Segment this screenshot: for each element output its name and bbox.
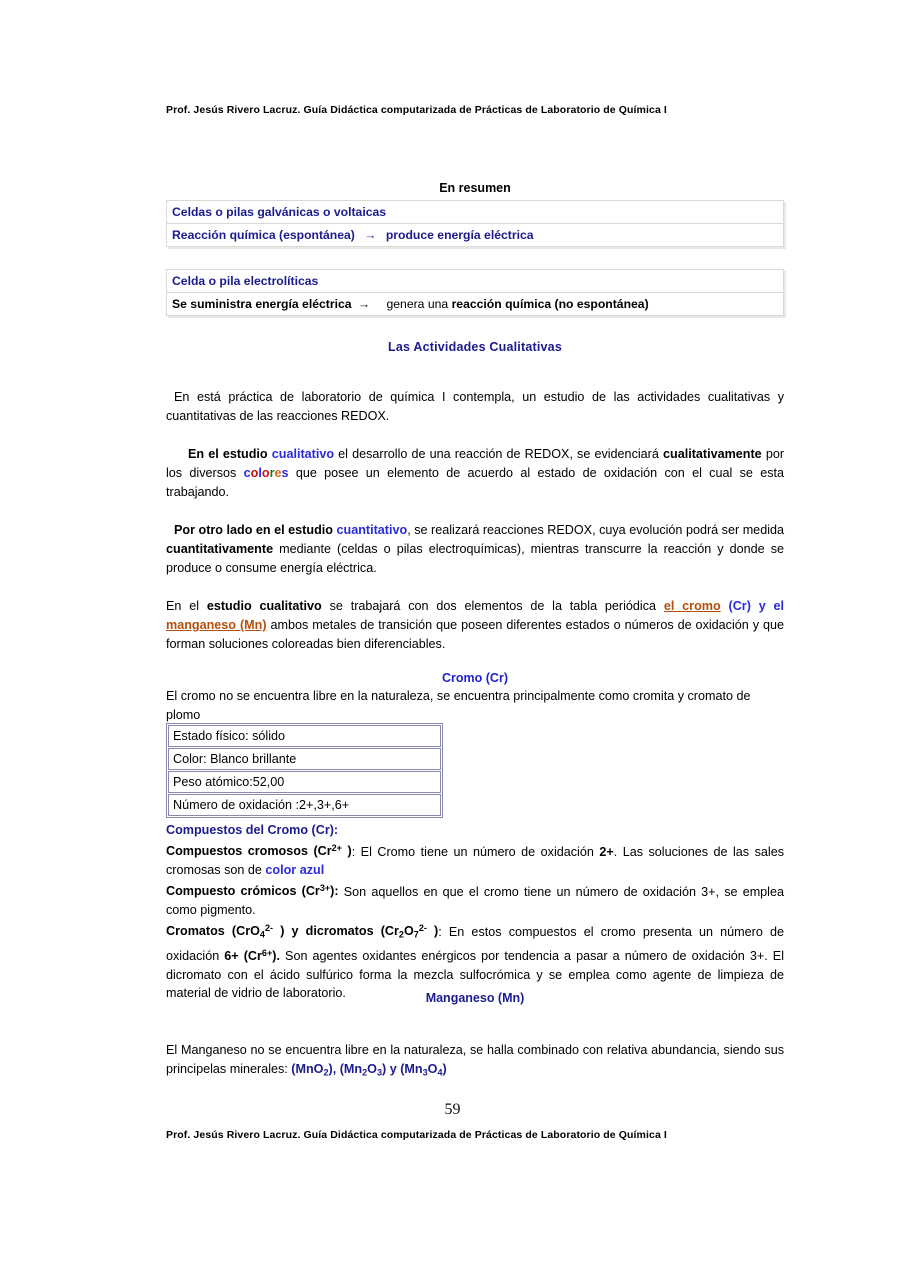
- cromosos-text: : El Cromo tiene un número de oxidación: [351, 844, 594, 859]
- formula2-sub1: 2: [362, 1067, 368, 1078]
- cromatos-label-d: ): [434, 924, 439, 939]
- table-row: Color: Blanco brillante: [168, 748, 441, 770]
- arrow-icon: →: [364, 228, 377, 242]
- cromatos-sup2: 2-: [418, 923, 427, 934]
- cromicos-label-b: ):: [330, 884, 339, 899]
- formula2-b: ): [382, 1062, 387, 1077]
- cromosos-oxidation: 2+: [599, 844, 614, 859]
- cuantitativo-lead: Por otro lado en el estudio: [174, 523, 333, 537]
- electrolytic-reaction-mid: genera una: [386, 297, 449, 311]
- summary-title: En resumen: [439, 181, 511, 195]
- cromatos-label-a: Cromatos (CrO: [166, 924, 260, 939]
- cromatos-sub1: 4: [259, 929, 265, 940]
- elementos-text3: ambos metales de transición que poseen diferentes estados o números de oxidación y que forman soluciones coloreadas bien diferenciables.: [166, 618, 784, 652]
- cuantitativo-keyword: cuantitativo: [336, 523, 408, 537]
- cromicos-text: Son aquellos en que el cromo tiene un número de oxidación 3+, se emplea como pigmento.: [166, 884, 784, 917]
- formula3-a: (Mn: [400, 1062, 423, 1077]
- cromatos-label: [166, 924, 438, 938]
- galvanic-row-title: Celdas o pilas galvánicas o voltaicas: [172, 205, 387, 219]
- manganeso-formula-3: [400, 1062, 446, 1076]
- manganeso-formula-2: [340, 1062, 386, 1076]
- section-heading-actividades: Las Actividades Cualitativas: [388, 340, 562, 354]
- cromatos-text1: : En estos compuestos el cromo presenta un número de oxidación: [166, 924, 785, 964]
- electrolytic-row-reaction: [167, 292, 783, 315]
- formula2-sub2: 3: [376, 1067, 383, 1078]
- cromicos-superscript: 3+: [319, 883, 331, 894]
- paragraph-intro-text: En está práctica de laboratorio de química I contempla, un estudio de las actividades cualitativas y cuantitativas de las reacciones REDOX.: [166, 390, 784, 424]
- galvanic-reaction-left: Reacción química (espontánea): [172, 228, 355, 242]
- compuestos-heading: Compuestos del Cromo (Cr):: [166, 823, 339, 837]
- cromo-properties-table: [166, 723, 443, 818]
- formula2-mid: O: [367, 1062, 377, 1077]
- manganeso-text: El Manganeso no se encuentra libre en la naturaleza, se halla combinado con relativa abundancia, siendo sus principelas minerales:: [166, 1043, 784, 1077]
- galvanic-reaction-right: produce energía eléctrica: [385, 228, 534, 242]
- formula1-b: ),: [328, 1062, 337, 1077]
- cualitativo-bold2: cualitativamente: [663, 447, 762, 461]
- formula3-sub1: 3: [422, 1067, 428, 1078]
- paragraph-intro: [166, 388, 784, 426]
- summary-box-electrolytic: [166, 269, 784, 316]
- cromatos-oxidation: [224, 949, 280, 963]
- cualitativo-lead: En el estudio: [188, 447, 268, 461]
- cualitativo-text1: el desarrollo de una reacción de REDOX, se evidenciará: [338, 447, 659, 461]
- table-row: Peso atómico:52,00: [168, 771, 441, 793]
- paragraph-elementos: [166, 597, 784, 655]
- cromatos-ox-sup: 6+: [261, 948, 273, 959]
- electrolytic-reaction-right: reacción química (no espontánea): [451, 297, 649, 311]
- cromosos-label-b: ): [347, 844, 352, 859]
- electrolytic-row-title: Celda o pila electrolíticas: [172, 274, 319, 288]
- cualitativo-keyword: cualitativo: [271, 447, 335, 461]
- elementos-text2: se trabajará con dos elementos de la tabla periódica: [329, 599, 657, 613]
- compuestos-cromicos: [166, 880, 784, 920]
- formula3-mid: O: [427, 1062, 438, 1077]
- cromosos-label-a: Compuestos cromosos (Cr: [166, 844, 332, 859]
- formula1-a: (MnO: [291, 1062, 324, 1077]
- section-heading-cromo: Cromo (Cr): [442, 671, 508, 685]
- arrow-icon: →: [357, 297, 371, 311]
- cromicos-label: [166, 884, 339, 898]
- cromosos-label: [166, 844, 352, 858]
- cromicos-label-a: Compuesto crómicos (Cr: [166, 884, 320, 899]
- link-manganeso[interactable]: manganeso (Mn): [166, 618, 267, 633]
- cromatos-text2: Son agentes oxidantes enérgicos por tendencia a pasar a número de oxidación 3+. El dicromato con el ácido sulfúrico forma la mezcla sulfocrómica y se emplea como agente de limpieza de material de vidrio de laboratorio.: [166, 949, 784, 1001]
- cromatos-ox-a: 6+ (Cr: [224, 949, 262, 964]
- cromosos-color-azul: color azul: [265, 862, 325, 877]
- cualitativo-text3: que posee un elemento de acuerdo al estado de oxidación con el cual se esta trabajando.: [166, 466, 785, 500]
- formula1-sub: 2: [323, 1067, 329, 1078]
- cromatos-label-b: ) y dicromatos (Cr: [280, 924, 399, 939]
- electrolytic-reaction-left: Se suministra energía eléctrica: [172, 297, 352, 311]
- summary-box-galvanic: [166, 200, 784, 247]
- running-header: Prof. Jesús Rivero Lacruz. Guía Didáctica computarizada de Prácticas de Laboratorio de Química I: [166, 104, 667, 116]
- page-number: 59: [444, 1101, 461, 1118]
- compuestos-block: [166, 821, 784, 1003]
- formula2-a: (Mn: [339, 1062, 363, 1077]
- link-el-cromo[interactable]: el cromo: [663, 599, 721, 613]
- cromosos-superscript: 2+: [331, 843, 342, 854]
- elementos-text1: En el: [166, 599, 200, 613]
- table-row: Número de oxidación :2+,3+,6+: [168, 794, 441, 816]
- colores-multicolor-word: colores: [243, 466, 289, 481]
- manganeso-conjunction: y: [389, 1062, 397, 1077]
- cromatos-sub2: 2: [398, 929, 404, 940]
- cualitativo-text2: por los diversos: [166, 447, 785, 481]
- paragraph-cualitativo: [166, 445, 784, 503]
- cromatos-sup1: 2-: [264, 923, 274, 934]
- table-row: Estado físico: sólido: [168, 725, 441, 747]
- paragraph-cuantitativo: [166, 521, 784, 579]
- formula3-b: ): [442, 1062, 447, 1077]
- elementos-cr-symbol: (Cr): [728, 599, 751, 613]
- cuantitativo-text2: mediante (celdas o pilas electroquímicas), mientras transcurre la reacción y donde se produce o consume energía eléctrica.: [166, 542, 785, 576]
- section-heading-manganeso: Manganeso (Mn): [425, 991, 525, 1005]
- cromatos-sub3: 7: [413, 929, 419, 940]
- cuantitativo-text1: , se realizará reacciones REDOX, cuya evolución podrá ser medida: [407, 523, 784, 537]
- paragraph-cromo-description: El cromo no se encuentra libre en la naturaleza, se encuentra principalmente como cromita y cromato de plomo: [166, 689, 751, 723]
- cromatos-label-c: O: [403, 924, 414, 939]
- formula3-sub2: 4: [437, 1067, 443, 1078]
- cuantitativo-bold2: cuantitativamente: [166, 542, 274, 557]
- galvanic-row-reaction: [167, 223, 783, 246]
- running-footer: Prof. Jesús Rivero Lacruz. Guía Didáctica computarizada de Prácticas de Laboratorio de Química I: [166, 1129, 667, 1141]
- elementos-bold1: estudio cualitativo: [206, 599, 322, 613]
- elementos-mid: y el: [758, 599, 785, 613]
- manganeso-formula-1: [291, 1062, 336, 1076]
- cromosos-text2: . Las soluciones de las sales cromosas son de: [166, 844, 785, 877]
- cromatos-ox-b: ).: [272, 949, 280, 964]
- paragraph-manganeso-description: [166, 1041, 784, 1083]
- compuestos-cromosos: [166, 840, 784, 880]
